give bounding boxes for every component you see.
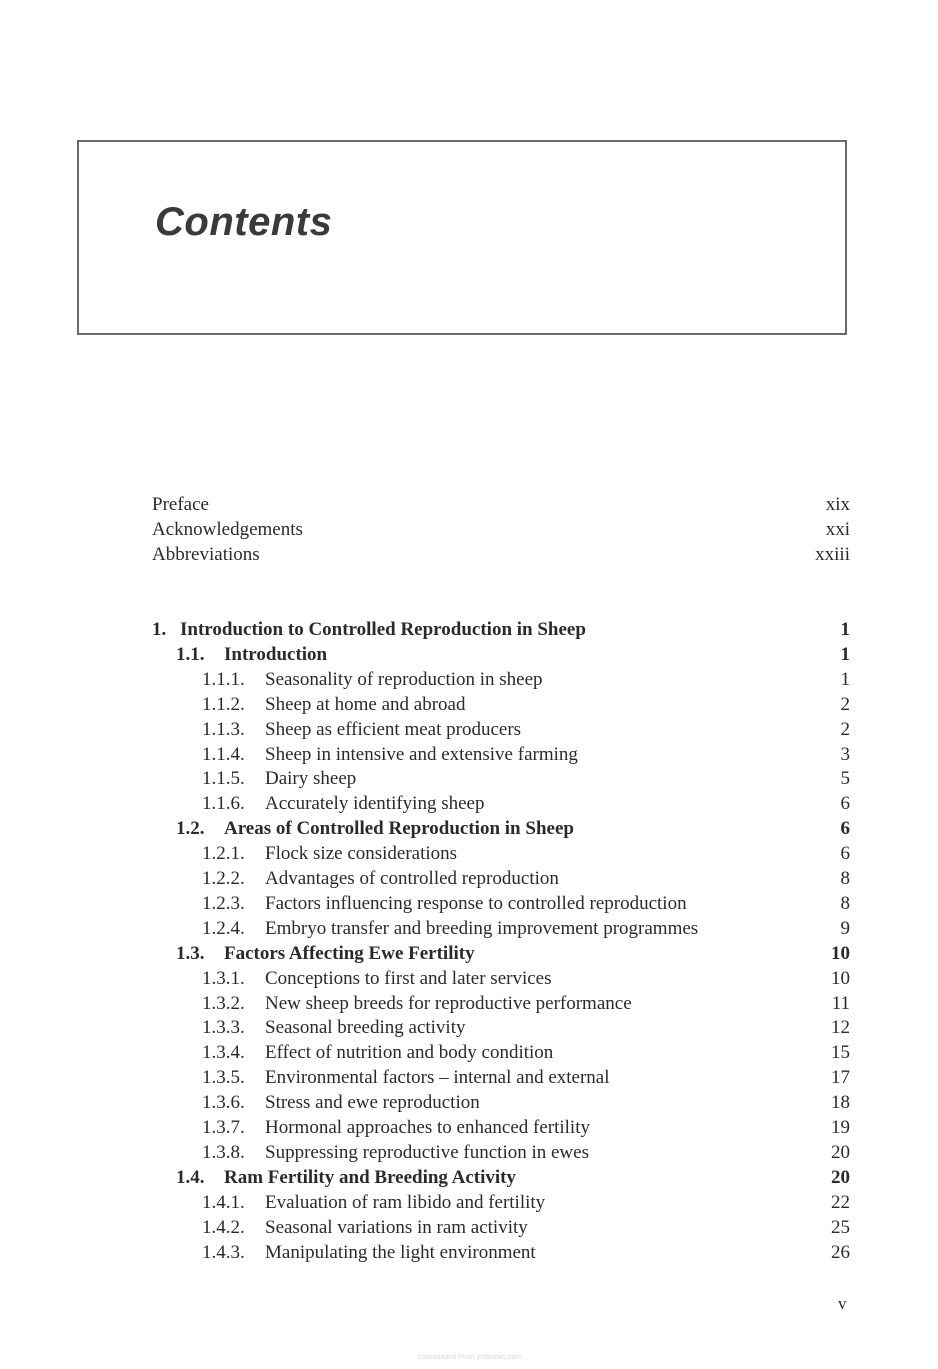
- subsection-entry[interactable]: [150, 1090, 850, 1115]
- subsection-entry[interactable]: [150, 1065, 850, 1090]
- toc-entry-title: Seasonal breeding activity: [265, 1017, 466, 1039]
- toc-entry-number: 1.2.3.: [202, 892, 245, 914]
- toc-entry-page: 5: [840, 768, 850, 790]
- toc-entry-number: 1.3.4.: [202, 1042, 245, 1064]
- toc-entry-page: 1: [840, 619, 850, 640]
- toc-entry-page: 20: [831, 1166, 850, 1188]
- toc-entry-number: 1.3.5.: [202, 1067, 245, 1089]
- subsection-entry[interactable]: [150, 766, 850, 791]
- page-folio: v: [838, 1294, 847, 1313]
- section-entry[interactable]: [150, 642, 850, 667]
- section-entry[interactable]: [150, 1165, 850, 1190]
- subsection-entry[interactable]: [150, 1240, 850, 1265]
- section-entry[interactable]: [150, 941, 850, 966]
- toc-entry-title: Accurately identifying sheep: [265, 793, 485, 815]
- toc-entry-title: Suppressing reproductive function in ewes: [265, 1141, 589, 1163]
- toc-entry-title: Sheep in intensive and extensive farming: [265, 743, 578, 765]
- toc-entry-title: Sheep at home and abroad: [265, 693, 466, 715]
- toc-entry-title: Manipulating the light environment: [265, 1241, 536, 1263]
- front-matter-entry[interactable]: [150, 492, 850, 517]
- toc-entry-number: 1.: [152, 619, 167, 640]
- toc-entry-title: Embryo transfer and breeding improvement programmes: [265, 917, 699, 939]
- toc-entry-title: Stress and ewe reproduction: [265, 1092, 480, 1114]
- subsection-entry[interactable]: [150, 991, 850, 1016]
- toc-entry-number: 1.2.4.: [202, 917, 245, 939]
- toc-entry-number: 1.4.1.: [202, 1191, 245, 1213]
- subsection-entry[interactable]: [150, 1040, 850, 1065]
- toc-entry-page: 10: [831, 967, 850, 989]
- toc-entry-page: 2: [840, 718, 850, 740]
- toc-entry-title: Seasonal variations in ram activity: [265, 1216, 528, 1238]
- toc-entry-page: xix: [825, 494, 850, 515]
- toc-entry-number: 1.1.5.: [202, 768, 245, 790]
- toc-entry-title: Dairy sheep: [265, 768, 357, 790]
- toc-entry-number: 1.3.2.: [202, 992, 245, 1014]
- subsection-entry[interactable]: [150, 891, 850, 916]
- toc-entry-title: Environmental factors – internal and external: [265, 1067, 610, 1089]
- toc-entry-title: Seasonality of reproduction in sheep: [265, 668, 543, 690]
- toc-entry-page: 11: [831, 992, 850, 1014]
- toc-entry-page: 25: [831, 1216, 850, 1238]
- toc-entry-title: Acknowledgements: [152, 518, 303, 540]
- subsection-entry[interactable]: [150, 717, 850, 742]
- toc-entry-page: 10: [831, 942, 850, 964]
- subsection-entry[interactable]: [150, 791, 850, 816]
- toc-entry-title: Sheep as efficient meat producers: [265, 718, 522, 740]
- toc-entry-page: 20: [831, 1141, 850, 1163]
- toc-entry-page: 17: [831, 1067, 850, 1089]
- subsection-entry[interactable]: [150, 1140, 850, 1165]
- toc-entry-number: 1.2.2.: [202, 868, 245, 889]
- title-box: [77, 140, 847, 335]
- toc-entry-title: Introduction: [224, 643, 328, 665]
- toc-entry-title: Factors Affecting Ewe Fertility: [224, 942, 475, 964]
- toc-entry-number: 1.1.: [176, 643, 205, 665]
- toc-entry-title: Effect of nutrition and body condition: [265, 1042, 554, 1064]
- toc-entry-title: Areas of Controlled Reproduction in Sheep: [224, 818, 574, 840]
- toc-entry-page: 15: [831, 1042, 850, 1064]
- toc-entry-page: 8: [840, 868, 850, 889]
- subsection-entry[interactable]: [150, 1190, 850, 1215]
- toc-entry-title: Factors influencing response to controlled reproduction: [265, 892, 687, 914]
- toc-entry-page: 19: [831, 1117, 850, 1138]
- toc-entry-page: 2: [840, 693, 850, 715]
- subsection-entry[interactable]: [150, 1115, 850, 1140]
- toc-entry-title: Hormonal approaches to enhanced fertility: [265, 1117, 590, 1138]
- toc-entry-number: 1.4.: [176, 1166, 205, 1188]
- toc-entry-page: 3: [840, 743, 850, 765]
- toc-entry-page: 1: [840, 643, 850, 665]
- toc-entry-title: Flock size considerations: [265, 843, 458, 865]
- toc-entry-number: 1.4.3.: [202, 1241, 245, 1263]
- toc-entry-page: 18: [831, 1092, 850, 1114]
- subsection-entry[interactable]: [150, 841, 850, 866]
- toc-entry-title: Conceptions to first and later services: [265, 967, 552, 989]
- subsection-entry[interactable]: [150, 966, 850, 991]
- section-entry[interactable]: [150, 816, 850, 841]
- page-title: Contents: [155, 200, 333, 244]
- toc-entry-title: New sheep breeds for reproductive performance: [265, 992, 632, 1014]
- toc-entry-page: 26: [831, 1241, 850, 1263]
- toc-entry-number: 1.1.2.: [202, 693, 245, 715]
- toc-entry-title: Introduction to Controlled Reproduction in Sheep: [180, 619, 586, 640]
- toc-entry-number: 1.3.6.: [202, 1092, 245, 1114]
- toc-entry-page: 1: [840, 668, 850, 690]
- toc-entry-number: 1.1.3.: [202, 718, 245, 740]
- toc-entry-number: 1.2.1.: [202, 843, 245, 865]
- toc-entry-number: 1.2.: [176, 818, 205, 840]
- subsection-entry[interactable]: [150, 1215, 850, 1240]
- toc-entry-page: 12: [831, 1017, 850, 1039]
- toc-entry-title: Advantages of controlled reproduction: [265, 868, 559, 889]
- toc-entry-title: Evaluation of ram libido and fertility: [265, 1191, 546, 1213]
- toc-entry-page: 6: [840, 793, 850, 815]
- toc-entry-title: Abbreviations: [152, 543, 260, 565]
- subsection-entry[interactable]: [150, 866, 850, 891]
- chapter-entry[interactable]: [150, 617, 850, 642]
- toc-entry-number: 1.4.2.: [202, 1216, 245, 1238]
- toc-entry-number: 1.1.6.: [202, 793, 245, 815]
- toc-entry-page: 6: [840, 843, 850, 865]
- toc-entry-number: 1.3.7.: [202, 1117, 245, 1138]
- subsection-entry[interactable]: [150, 1015, 850, 1040]
- toc-entry-number: 1.3.: [176, 942, 205, 964]
- toc-entry-number: 1.3.8.: [202, 1141, 245, 1163]
- subsection-entry[interactable]: [150, 742, 850, 767]
- toc-entry-number: 1.3.1.: [202, 967, 245, 989]
- toc-entry-page: xxi: [825, 518, 850, 540]
- front-matter-entry[interactable]: [150, 517, 850, 542]
- toc-entry-page: xxiii: [815, 543, 850, 565]
- toc-entry-number: 1.1.4.: [202, 743, 245, 765]
- subsection-entry[interactable]: [150, 916, 850, 941]
- toc-entry-page: 9: [840, 917, 850, 939]
- toc-entry-page: 6: [840, 818, 850, 840]
- toc-entry-page: 22: [831, 1191, 850, 1213]
- front-matter-entry[interactable]: [150, 542, 850, 567]
- subsection-entry[interactable]: [150, 667, 850, 692]
- toc-entry-title: Ram Fertility and Breeding Activity: [224, 1166, 517, 1188]
- toc-entry-page: 8: [840, 892, 850, 914]
- toc-entry-title: Preface: [152, 494, 209, 515]
- toc-entry-number: 1.3.3.: [202, 1017, 245, 1039]
- toc-entry-number: 1.1.1.: [202, 668, 245, 690]
- footer-watermark: Downloaded From VetBooks.com: [417, 1354, 521, 1361]
- subsection-entry[interactable]: [150, 692, 850, 717]
